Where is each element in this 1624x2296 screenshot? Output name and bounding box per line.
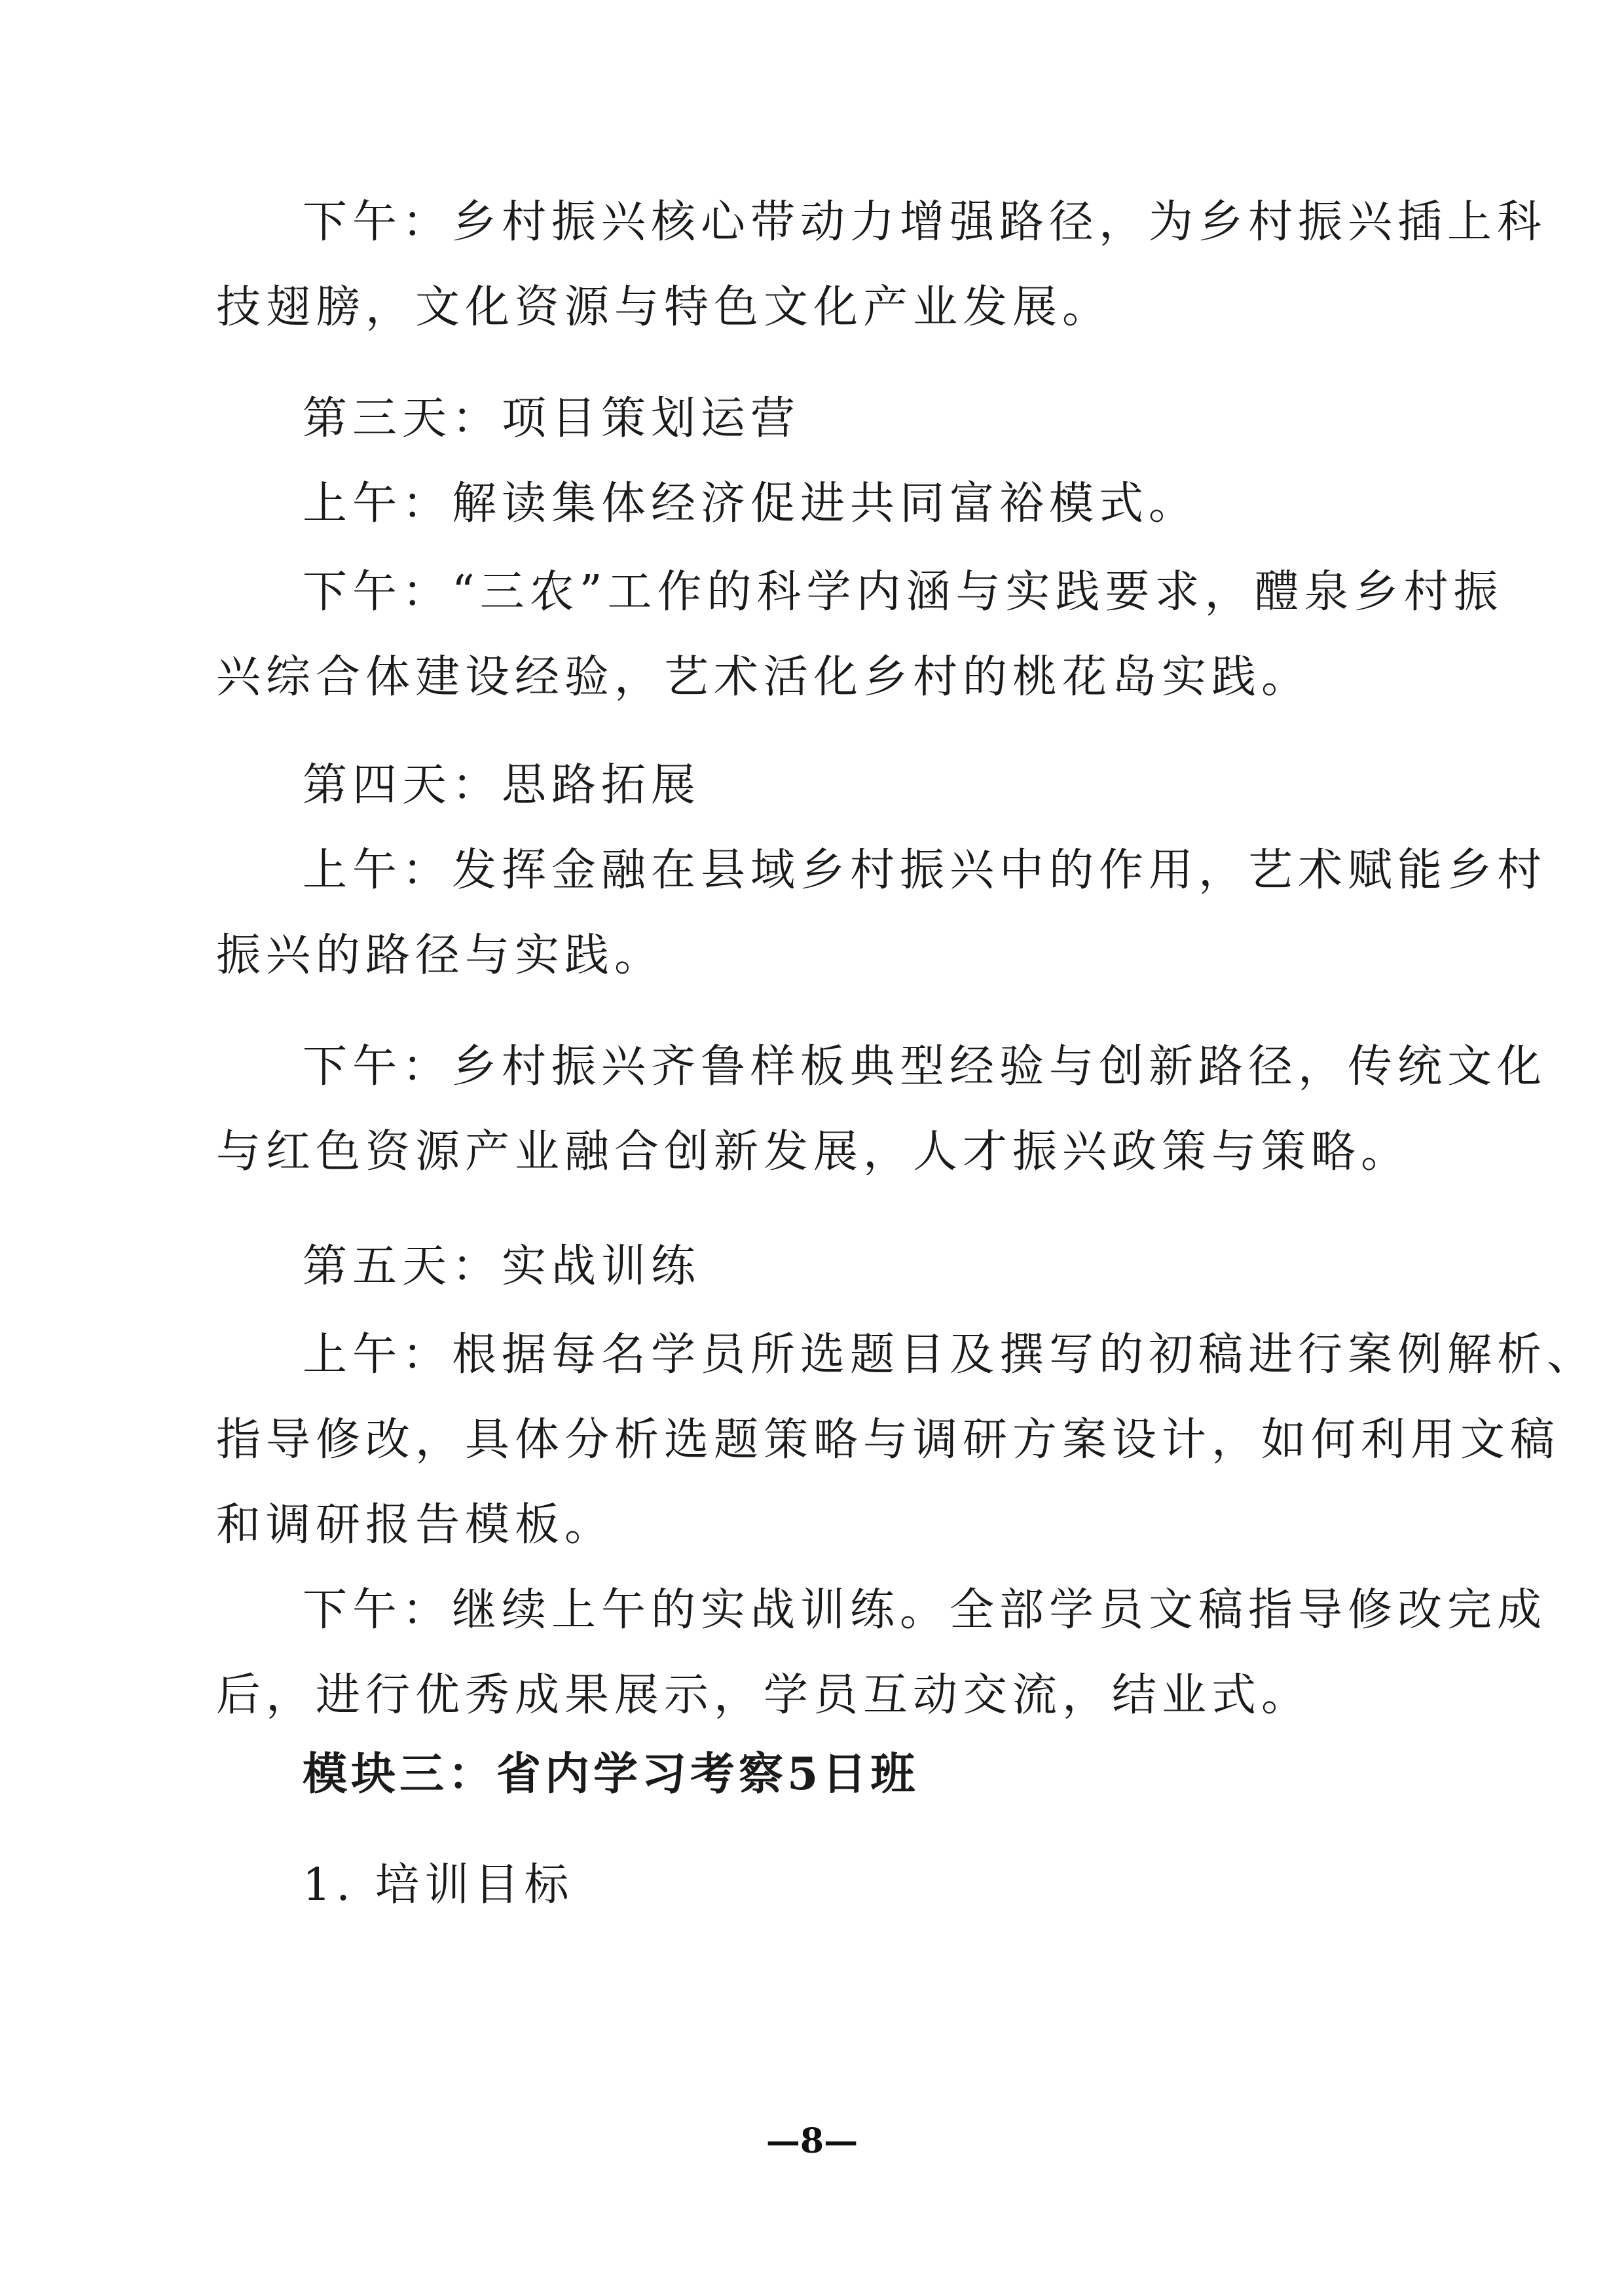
module-heading: 模块三：省内学习考察5日班: [303, 1748, 919, 1800]
section-heading-day5: 第五天：实战训练: [303, 1241, 701, 1292]
text-line: 指导修改，具体分析选题策略与调研方案设计，如何利用文稿: [216, 1414, 1560, 1466]
text-line: 兴综合体建设经验，艺术活化乡村的桃花岛实践。: [216, 651, 1312, 703]
text-line: 下午：乡村振兴齐鲁样板典型经验与创新路径，传统文化: [303, 1041, 1547, 1093]
text-line: 技翅膀，文化资源与特色文化产业发展。: [216, 282, 1113, 333]
text-line: 下午：“三农”工作的科学内涵与实践要求，醴泉乡村振: [303, 566, 1504, 618]
text-line: 下午：乡村振兴核心带动力增强路径，为乡村振兴插上科: [303, 196, 1547, 248]
text-line: 上午：根据每名学员所选题目及撰写的初稿进行案例解析、: [303, 1329, 1597, 1381]
text-line: 与红色资源产业融合创新发展，人才振兴政策与策略。: [216, 1126, 1411, 1178]
text-line: 上午：解读集体经济促进共同富裕模式。: [303, 478, 1199, 530]
text-line: 和调研报告模板。: [216, 1499, 615, 1551]
page-number: —8—: [766, 2121, 858, 2161]
subsection-heading: 1. 培训目标: [303, 1859, 574, 1911]
text-line: 上午：发挥金融在县域乡村振兴中的作用，艺术赋能乡村: [303, 845, 1547, 896]
text-line: 振兴的路径与实践。: [216, 930, 665, 981]
text-line: 下午：继续上午的实战训练。全部学员文稿指导修改完成: [303, 1584, 1547, 1636]
section-heading-day4: 第四天：思路拓展: [303, 759, 701, 811]
text-line: 后，进行优秀成果展示，学员互动交流，结业式。: [216, 1669, 1312, 1721]
section-heading-day3: 第三天：项目策划运营: [303, 393, 801, 445]
